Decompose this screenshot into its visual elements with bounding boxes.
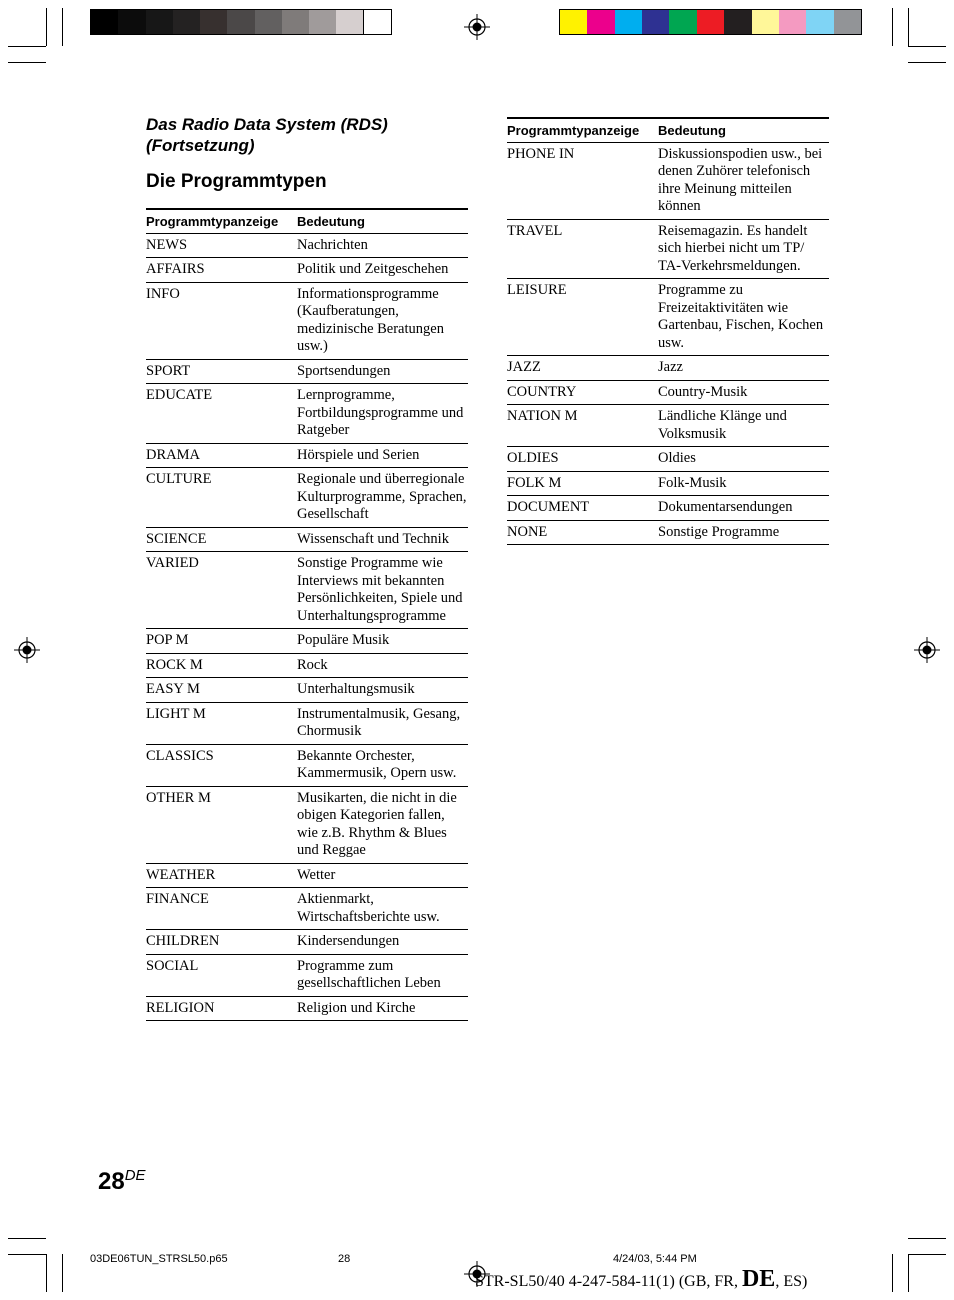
color-swatch <box>118 10 145 34</box>
registration-mark-icon <box>464 14 490 40</box>
program-type-meaning: Informationsprogramme (Kaufberatungen, medizinische Beratungen usw.) <box>297 282 468 359</box>
program-type-code: EDUCATE <box>146 384 297 444</box>
table-row <box>146 786 468 863</box>
program-type-code: COUNTRY <box>507 380 658 405</box>
program-type-code: VARIED <box>146 552 297 629</box>
color-swatch <box>669 10 696 34</box>
table-row <box>146 678 468 703</box>
color-swatch <box>615 10 642 34</box>
program-type-meaning: Jazz <box>658 356 829 381</box>
program-type-meaning: Politik und Zeitgeschehen <box>297 258 468 283</box>
program-type-meaning: Instrumentalmusik, Gesang, Chormusik <box>297 702 468 744</box>
program-type-code: OTHER M <box>146 786 297 863</box>
program-type-meaning: Programme zu Freizeitaktivitäten wie Gartenbau, Fischen, Kochen usw. <box>658 279 829 356</box>
program-type-code: NONE <box>507 520 658 545</box>
program-type-code: OLDIES <box>507 447 658 472</box>
table-row <box>146 629 468 654</box>
table-row <box>146 359 468 384</box>
color-swatch <box>336 10 363 34</box>
program-type-meaning: Unterhaltungsmusik <box>297 678 468 703</box>
section-title: Das Radio Data System (RDS) (Fortsetzung) <box>146 115 388 155</box>
column-header-meaning: Bedeutung <box>658 118 829 142</box>
table-row <box>507 219 829 279</box>
table-row <box>146 552 468 629</box>
program-type-code: LEISURE <box>507 279 658 356</box>
footer-filename: 03DE06TUN_STRSL50.p65 <box>90 1253 228 1265</box>
program-type-meaning: Sonstige Programme <box>658 520 829 545</box>
footer-datetime: 4/24/03, 5:44 PM <box>613 1253 697 1265</box>
color-swatch <box>779 10 806 34</box>
program-type-meaning: Regionale und überregionale Kulturprogramme, Sprachen, Gesellschaft <box>297 468 468 528</box>
program-type-meaning: Kindersendungen <box>297 930 468 955</box>
color-swatch <box>91 10 118 34</box>
program-type-meaning: Hörspiele und Serien <box>297 443 468 468</box>
program-type-code: JAZZ <box>507 356 658 381</box>
model-text-end: , ES) <box>775 1273 808 1290</box>
table-row <box>507 496 829 521</box>
program-type-meaning: Ländliche Klänge und Volksmusik <box>658 405 829 447</box>
column-header-meaning: Bedeutung <box>297 209 468 233</box>
program-type-meaning: Lernprogramme, Fortbildungsprogramme und Ratgeber <box>297 384 468 444</box>
table-header-row <box>146 209 468 233</box>
model-text: STR-SL50/40 4-247-584-11(1) (GB, FR, <box>475 1273 742 1290</box>
program-type-code: LIGHT M <box>146 702 297 744</box>
program-type-meaning: Bekannte Orchester, Kammermusik, Opern usw. <box>297 744 468 786</box>
program-type-code: DOCUMENT <box>507 496 658 521</box>
color-swatch <box>255 10 282 34</box>
program-type-table-right <box>507 117 829 545</box>
program-type-code: NATION M <box>507 405 658 447</box>
color-swatch <box>724 10 751 34</box>
table-row <box>146 384 468 444</box>
table-row <box>507 356 829 381</box>
program-type-code: POP M <box>146 629 297 654</box>
table-row <box>146 744 468 786</box>
program-type-meaning: Musikarten, die nicht in die obigen Kategorien fallen, wie z.B. Rhythm & Blues und Reggae <box>297 786 468 863</box>
program-type-code: CLASSICS <box>146 744 297 786</box>
program-type-code: DRAMA <box>146 443 297 468</box>
color-swatch <box>173 10 200 34</box>
color-swatch <box>227 10 254 34</box>
program-type-code: EASY M <box>146 678 297 703</box>
program-type-meaning: Oldies <box>658 447 829 472</box>
color-swatch <box>146 10 173 34</box>
table-row <box>146 653 468 678</box>
program-type-code: SOCIAL <box>146 954 297 996</box>
table-row <box>507 471 829 496</box>
grayscale-color-bar <box>90 9 392 35</box>
table-row <box>146 468 468 528</box>
program-type-code: TRAVEL <box>507 219 658 279</box>
program-type-code: FINANCE <box>146 888 297 930</box>
program-type-code: AFFAIRS <box>146 258 297 283</box>
page-number <box>98 1168 146 1196</box>
program-type-meaning: Reisemagazin. Es handelt sich hierbei nicht um TP/ TA-Verkehrsmeldungen. <box>658 219 829 279</box>
table-row <box>507 405 829 447</box>
registration-mark-icon <box>14 637 40 663</box>
program-type-code: WEATHER <box>146 863 297 888</box>
program-type-meaning: Folk-Musik <box>658 471 829 496</box>
column-header-code: Programmtypanzeige <box>507 118 658 142</box>
table-row <box>146 282 468 359</box>
table-row <box>507 279 829 356</box>
process-color-bar <box>559 9 862 35</box>
program-type-code: NEWS <box>146 233 297 258</box>
color-swatch <box>834 10 861 34</box>
program-type-code: CHILDREN <box>146 930 297 955</box>
color-swatch <box>642 10 669 34</box>
table-row <box>146 258 468 283</box>
table-header-row <box>507 118 829 142</box>
color-swatch <box>282 10 309 34</box>
program-type-meaning: Aktienmarkt, Wirtschaftsberichte usw. <box>297 888 468 930</box>
page-title: Die Programmtypen <box>146 171 327 192</box>
table-row <box>146 888 468 930</box>
footer-model-line <box>475 1266 807 1293</box>
table-row <box>507 142 829 219</box>
program-type-table-left <box>146 208 468 1021</box>
footer-page: 28 <box>338 1253 351 1265</box>
program-type-meaning: Religion und Kirche <box>297 996 468 1021</box>
program-type-meaning: Dokumentarsendungen <box>658 496 829 521</box>
table-row <box>507 380 829 405</box>
color-swatch <box>752 10 779 34</box>
table-row <box>146 443 468 468</box>
program-type-meaning: Populäre Musik <box>297 629 468 654</box>
table-row <box>146 702 468 744</box>
column-header-code: Programmtypanzeige <box>146 209 297 233</box>
table-row <box>146 527 468 552</box>
model-language-bold: DE <box>741 1266 776 1292</box>
program-type-meaning: Sonstige Programme wie Interviews mit bekannten Persönlichkeiten, Spiele und Unterhaltungsprogramme <box>297 552 468 629</box>
program-type-meaning: Sportsendungen <box>297 359 468 384</box>
color-swatch <box>200 10 227 34</box>
program-type-meaning: Programme zum gesellschaftlichen Leben <box>297 954 468 996</box>
color-swatch <box>560 10 587 34</box>
color-swatch <box>364 10 391 34</box>
table-row <box>146 954 468 996</box>
program-type-meaning: Country-Musik <box>658 380 829 405</box>
program-type-meaning: Wetter <box>297 863 468 888</box>
page-number-value: 28 <box>98 1168 125 1195</box>
program-type-meaning: Diskussionspodien usw., bei denen Zuhörer telefonisch ihre Meinung mitteilen können <box>658 142 829 219</box>
program-type-code: INFO <box>146 282 297 359</box>
table-row <box>146 863 468 888</box>
program-type-meaning: Rock <box>297 653 468 678</box>
table-row <box>507 447 829 472</box>
table-row <box>146 233 468 258</box>
program-type-code: SCIENCE <box>146 527 297 552</box>
program-type-meaning: Nachrichten <box>297 233 468 258</box>
program-type-code: PHONE IN <box>507 142 658 219</box>
page-language-suffix: DE <box>124 1167 146 1184</box>
program-type-code: ROCK M <box>146 653 297 678</box>
table-row <box>507 520 829 545</box>
color-swatch <box>806 10 833 34</box>
program-type-code: FOLK M <box>507 471 658 496</box>
color-swatch <box>309 10 336 34</box>
table-row <box>146 996 468 1021</box>
program-type-code: RELIGION <box>146 996 297 1021</box>
registration-mark-icon <box>914 637 940 663</box>
color-swatch <box>697 10 724 34</box>
table-row <box>146 930 468 955</box>
color-swatch <box>587 10 614 34</box>
program-type-code: SPORT <box>146 359 297 384</box>
program-type-meaning: Wissenschaft und Technik <box>297 527 468 552</box>
program-type-code: CULTURE <box>146 468 297 528</box>
